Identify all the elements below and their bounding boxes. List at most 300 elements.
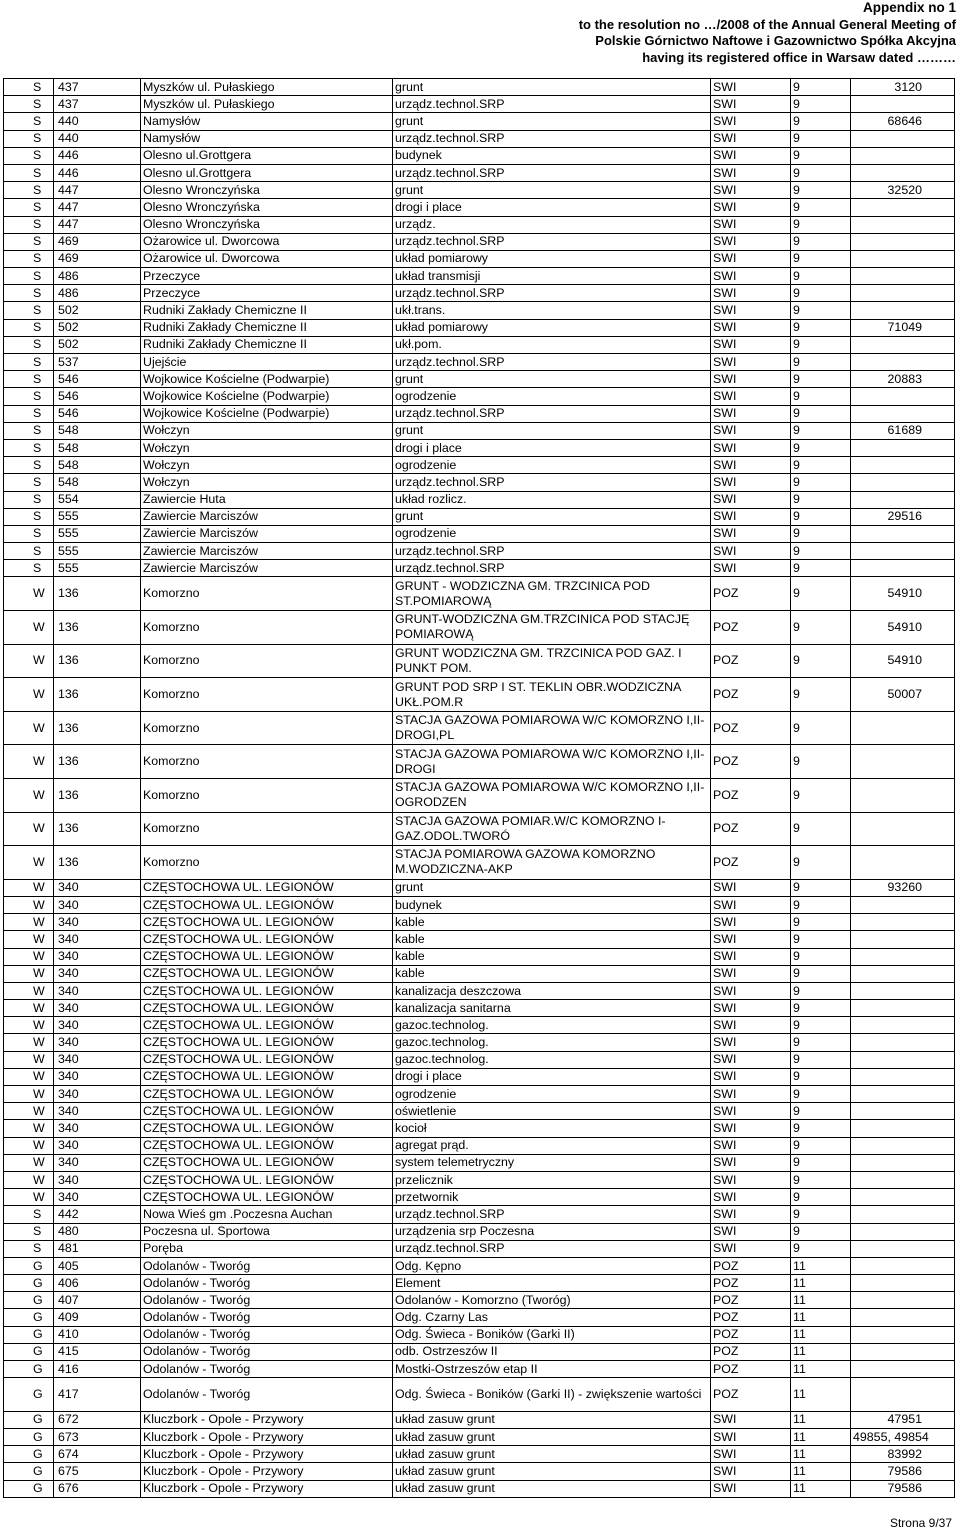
unit-number-cell: 555 (54, 508, 141, 525)
group-code-cell: 11 (791, 1480, 851, 1497)
table-row (4, 1309, 955, 1326)
branch-code-cell: POZ (711, 779, 791, 813)
region-cell: S (4, 1223, 54, 1240)
table-row (4, 216, 955, 233)
region-cell: W (4, 711, 54, 745)
region-cell: S (4, 543, 54, 560)
location-cell: Przeczyce (141, 285, 393, 302)
asset-description-cell: ukł.pom. (393, 336, 711, 353)
plot-number-cell: 47951 (851, 1411, 955, 1428)
region-cell: W (4, 1154, 54, 1171)
unit-number-cell: 136 (54, 678, 141, 712)
branch-code-cell: SWI (711, 525, 791, 542)
unit-number-cell: 502 (54, 319, 141, 336)
branch-code-cell: SWI (711, 268, 791, 285)
unit-number-cell: 416 (54, 1361, 141, 1378)
group-code-cell: 9 (791, 879, 851, 896)
table-row (4, 1480, 955, 1497)
asset-description-cell: układ zasuw grunt (393, 1480, 711, 1497)
region-cell: W (4, 948, 54, 965)
region-cell: S (4, 130, 54, 147)
region-cell: G (4, 1343, 54, 1360)
branch-code-cell: SWI (711, 508, 791, 525)
region-cell: G (4, 1309, 54, 1326)
plot-number-cell (851, 711, 955, 745)
asset-description-cell: kable (393, 965, 711, 982)
group-code-cell: 9 (791, 914, 851, 931)
branch-code-cell: SWI (711, 560, 791, 577)
group-code-cell: 9 (791, 525, 851, 542)
asset-description-cell: układ zasuw grunt (393, 1463, 711, 1480)
asset-description-cell: kable (393, 931, 711, 948)
group-code-cell: 9 (791, 96, 851, 113)
group-code-cell: 11 (791, 1411, 851, 1428)
asset-description-cell: GRUNT WODZICZNA GM. TRZCINICA POD GAZ. I PUNKT POM. (393, 644, 711, 678)
table-row (4, 388, 955, 405)
asset-description-cell: urządz.technol.SRP (393, 474, 711, 491)
asset-description-cell: budynek (393, 147, 711, 164)
table-row (4, 644, 955, 678)
group-code-cell: 9 (791, 336, 851, 353)
plot-number-cell (851, 948, 955, 965)
table-row (4, 457, 955, 474)
location-cell: Odolanów - Tworóg (141, 1361, 393, 1378)
asset-description-cell: grunt (393, 113, 711, 130)
branch-code-cell: SWI (711, 96, 791, 113)
location-cell: Ujejście (141, 354, 393, 371)
table-row (4, 1051, 955, 1068)
branch-code-cell: POZ (711, 745, 791, 779)
branch-code-cell: POZ (711, 1378, 791, 1412)
asset-description-cell: GRUNT POD SRP I ST. TEKLIN OBR.WODZICZNA UKŁ.POM.R (393, 678, 711, 712)
plot-number-cell (851, 560, 955, 577)
region-cell: W (4, 914, 54, 931)
group-code-cell: 9 (791, 644, 851, 678)
location-cell: Odolanów - Tworóg (141, 1326, 393, 1343)
branch-code-cell: POZ (711, 678, 791, 712)
asset-description-cell: Odg. Świeca - Boników (Garki II) - zwiększenie wartości (393, 1378, 711, 1412)
unit-number-cell: 469 (54, 250, 141, 267)
asset-description-cell: agregat prąd. (393, 1137, 711, 1154)
plot-number-cell: 79586 (851, 1463, 955, 1480)
branch-code-cell: POZ (711, 812, 791, 846)
plot-number-cell (851, 354, 955, 371)
region-cell: S (4, 113, 54, 130)
unit-number-cell: 340 (54, 1120, 141, 1137)
branch-code-cell: SWI (711, 1120, 791, 1137)
location-cell: CZĘSTOCHOWA UL. LEGIONÓW (141, 1171, 393, 1188)
unit-number-cell: 415 (54, 1343, 141, 1360)
group-code-cell: 9 (791, 1171, 851, 1188)
location-cell: Nowa Wieś gm .Poczesna Auchan (141, 1206, 393, 1223)
location-cell: Odolanów - Tworóg (141, 1275, 393, 1292)
location-cell: Kluczbork - Opole - Przywory (141, 1446, 393, 1463)
branch-code-cell: SWI (711, 1480, 791, 1497)
region-cell: W (4, 1120, 54, 1137)
table-row (4, 1275, 955, 1292)
group-code-cell: 9 (791, 113, 851, 130)
asset-description-cell: Odolanów - Komorzno (Tworóg) (393, 1292, 711, 1309)
region-cell: W (4, 1103, 54, 1120)
group-code-cell: 9 (791, 1120, 851, 1137)
table-row (4, 982, 955, 999)
table-row (4, 1154, 955, 1171)
branch-code-cell: SWI (711, 982, 791, 999)
asset-description-cell: STACJA GAZOWA POMIAROWA W/C KOMORZNO I,II-DROGI,PL (393, 711, 711, 745)
group-code-cell: 9 (791, 371, 851, 388)
location-cell: Olesno Wronczyńska (141, 216, 393, 233)
asset-description-cell: drogi i place (393, 1068, 711, 1085)
table-row (4, 1411, 955, 1428)
asset-description-cell: system telemetryczny (393, 1154, 711, 1171)
unit-number-cell: 446 (54, 147, 141, 164)
branch-code-cell: SWI (711, 1463, 791, 1480)
location-cell: CZĘSTOCHOWA UL. LEGIONÓW (141, 931, 393, 948)
location-cell: Odolanów - Tworóg (141, 1343, 393, 1360)
plot-number-cell (851, 1309, 955, 1326)
asset-description-cell: układ zasuw grunt (393, 1411, 711, 1428)
location-cell: Ożarowice ul. Dworcowa (141, 233, 393, 250)
location-cell: Wojkowice Kościelne (Podwarpie) (141, 371, 393, 388)
table-row (4, 285, 955, 302)
location-cell: Komorzno (141, 812, 393, 846)
region-cell: W (4, 577, 54, 611)
plot-number-cell (851, 199, 955, 216)
plot-number-cell (851, 1361, 955, 1378)
location-cell: Namysłów (141, 113, 393, 130)
location-cell: Poczesna ul. Sportowa (141, 1223, 393, 1240)
branch-code-cell: SWI (711, 1017, 791, 1034)
table-row (4, 779, 955, 813)
table-row (4, 1189, 955, 1206)
group-code-cell: 9 (791, 491, 851, 508)
unit-number-cell: 548 (54, 457, 141, 474)
unit-number-cell: 673 (54, 1429, 141, 1446)
location-cell: Odolanów - Tworóg (141, 1309, 393, 1326)
group-code-cell: 9 (791, 846, 851, 880)
appendix-header (579, 0, 956, 66)
asset-description-cell: ukł.trans. (393, 302, 711, 319)
asset-description-cell: grunt (393, 508, 711, 525)
branch-code-cell: SWI (711, 457, 791, 474)
asset-description-cell: kanalizacja sanitarna (393, 1000, 711, 1017)
asset-description-cell: STACJA GAZOWA POMIAR.W/C KOMORZNO I-GAZ.ODOL.TWORÓ (393, 812, 711, 846)
group-code-cell: 9 (791, 812, 851, 846)
plot-number-cell: 54910 (851, 644, 955, 678)
branch-code-cell: SWI (711, 405, 791, 422)
plot-number-cell (851, 1240, 955, 1257)
asset-description-cell: ogrodzenie (393, 525, 711, 542)
branch-code-cell: SWI (711, 491, 791, 508)
group-code-cell: 9 (791, 611, 851, 645)
unit-number-cell: 407 (54, 1292, 141, 1309)
plot-number-cell (851, 268, 955, 285)
plot-number-cell (851, 216, 955, 233)
table-row (4, 79, 955, 96)
branch-code-cell: POZ (711, 1361, 791, 1378)
group-code-cell: 9 (791, 1240, 851, 1257)
table-row (4, 1137, 955, 1154)
region-cell: S (4, 422, 54, 439)
plot-number-cell (851, 1275, 955, 1292)
asset-description-cell: przelicznik (393, 1171, 711, 1188)
location-cell: Rudniki Zakłady Chemiczne II (141, 319, 393, 336)
region-cell: S (4, 491, 54, 508)
asset-description-cell: oświetlenie (393, 1103, 711, 1120)
unit-number-cell: 537 (54, 354, 141, 371)
plot-number-cell (851, 147, 955, 164)
unit-number-cell: 437 (54, 96, 141, 113)
unit-number-cell: 672 (54, 1411, 141, 1428)
region-cell: S (4, 439, 54, 456)
region-cell: G (4, 1361, 54, 1378)
plot-number-cell (851, 1086, 955, 1103)
asset-description-cell: urządz.technol.SRP (393, 130, 711, 147)
location-cell: Rudniki Zakłady Chemiczne II (141, 336, 393, 353)
branch-code-cell: SWI (711, 879, 791, 896)
branch-code-cell: SWI (711, 1137, 791, 1154)
unit-number-cell: 486 (54, 268, 141, 285)
region-cell: S (4, 79, 54, 96)
location-cell: CZĘSTOCHOWA UL. LEGIONÓW (141, 1034, 393, 1051)
region-cell: W (4, 745, 54, 779)
table-row (4, 611, 955, 645)
unit-number-cell: 554 (54, 491, 141, 508)
unit-number-cell: 486 (54, 285, 141, 302)
group-code-cell: 9 (791, 896, 851, 913)
plot-number-cell (851, 439, 955, 456)
unit-number-cell: 340 (54, 1086, 141, 1103)
region-cell: G (4, 1480, 54, 1497)
table-row (4, 1103, 955, 1120)
table-row (4, 336, 955, 353)
branch-code-cell: SWI (711, 1429, 791, 1446)
region-cell: W (4, 931, 54, 948)
location-cell: Komorzno (141, 846, 393, 880)
location-cell: CZĘSTOCHOWA UL. LEGIONÓW (141, 914, 393, 931)
plot-number-cell (851, 285, 955, 302)
unit-number-cell: 555 (54, 543, 141, 560)
region-cell: S (4, 508, 54, 525)
table-row (4, 474, 955, 491)
unit-number-cell: 440 (54, 130, 141, 147)
asset-description-cell: Odg. Czarny Las (393, 1309, 711, 1326)
location-cell: CZĘSTOCHOWA UL. LEGIONÓW (141, 1017, 393, 1034)
group-code-cell: 11 (791, 1361, 851, 1378)
region-cell: S (4, 336, 54, 353)
unit-number-cell: 340 (54, 1171, 141, 1188)
branch-code-cell: SWI (711, 371, 791, 388)
unit-number-cell: 340 (54, 1051, 141, 1068)
region-cell: S (4, 96, 54, 113)
table-row (4, 543, 955, 560)
plot-number-cell: 68646 (851, 113, 955, 130)
group-code-cell: 9 (791, 560, 851, 577)
unit-number-cell: 136 (54, 779, 141, 813)
group-code-cell: 11 (791, 1292, 851, 1309)
region-cell: S (4, 1206, 54, 1223)
branch-code-cell: SWI (711, 354, 791, 371)
location-cell: CZĘSTOCHOWA UL. LEGIONÓW (141, 982, 393, 999)
table-row (4, 1361, 955, 1378)
unit-number-cell: 469 (54, 233, 141, 250)
region-cell: S (4, 147, 54, 164)
location-cell: Komorzno (141, 745, 393, 779)
table-row (4, 1223, 955, 1240)
asset-description-cell: grunt (393, 79, 711, 96)
location-cell: Wołczyn (141, 457, 393, 474)
unit-number-cell: 406 (54, 1275, 141, 1292)
group-code-cell: 9 (791, 1189, 851, 1206)
plot-number-cell (851, 1326, 955, 1343)
location-cell: CZĘSTOCHOWA UL. LEGIONÓW (141, 948, 393, 965)
group-code-cell: 9 (791, 250, 851, 267)
branch-code-cell: SWI (711, 199, 791, 216)
group-code-cell: 9 (791, 1068, 851, 1085)
location-cell: Komorzno (141, 644, 393, 678)
asset-description-cell: urządz.technol.SRP (393, 164, 711, 181)
region-cell: W (4, 611, 54, 645)
asset-description-cell: ogrodzenie (393, 1086, 711, 1103)
location-cell: CZĘSTOCHOWA UL. LEGIONÓW (141, 1051, 393, 1068)
unit-number-cell: 405 (54, 1257, 141, 1274)
region-cell: S (4, 319, 54, 336)
location-cell: Wojkowice Kościelne (Podwarpie) (141, 405, 393, 422)
location-cell: Olesno Wronczyńska (141, 182, 393, 199)
group-code-cell: 9 (791, 1103, 851, 1120)
asset-description-cell: grunt (393, 182, 711, 199)
location-cell: Zawiercie Huta (141, 491, 393, 508)
branch-code-cell: SWI (711, 250, 791, 267)
location-cell: CZĘSTOCHOWA UL. LEGIONÓW (141, 1086, 393, 1103)
plot-number-cell (851, 405, 955, 422)
branch-code-cell: SWI (711, 1086, 791, 1103)
branch-code-cell: SWI (711, 931, 791, 948)
asset-description-cell: urządz. (393, 216, 711, 233)
plot-number-cell (851, 1292, 955, 1309)
branch-code-cell: SWI (711, 914, 791, 931)
location-cell: CZĘSTOCHOWA UL. LEGIONÓW (141, 1137, 393, 1154)
group-code-cell: 9 (791, 182, 851, 199)
plot-number-cell (851, 1120, 955, 1137)
branch-code-cell: SWI (711, 113, 791, 130)
table-row (4, 1429, 955, 1446)
asset-description-cell: urządz.technol.SRP (393, 233, 711, 250)
unit-number-cell: 674 (54, 1446, 141, 1463)
plot-number-cell: 93260 (851, 879, 955, 896)
asset-description-cell: ogrodzenie (393, 388, 711, 405)
company-line: Polskie Górnictwo Naftowe i Gazownictwo Spółka Akcyjna (595, 33, 956, 48)
branch-code-cell: SWI (711, 896, 791, 913)
location-cell: Wołczyn (141, 422, 393, 439)
group-code-cell: 9 (791, 79, 851, 96)
asset-description-cell: grunt (393, 422, 711, 439)
unit-number-cell: 340 (54, 1017, 141, 1034)
unit-number-cell: 409 (54, 1309, 141, 1326)
location-cell: Odolanów - Tworóg (141, 1257, 393, 1274)
table-row (4, 879, 955, 896)
table-row (4, 965, 955, 982)
location-cell: Komorzno (141, 779, 393, 813)
asset-description-cell: urządz.technol.SRP (393, 354, 711, 371)
table-row (4, 711, 955, 745)
asset-description-cell: przetwornik (393, 1189, 711, 1206)
group-code-cell: 9 (791, 147, 851, 164)
group-code-cell: 9 (791, 1051, 851, 1068)
region-cell: W (4, 1137, 54, 1154)
group-code-cell: 11 (791, 1343, 851, 1360)
region-cell: S (4, 388, 54, 405)
unit-number-cell: 481 (54, 1240, 141, 1257)
table-row (4, 812, 955, 846)
plot-number-cell (851, 914, 955, 931)
branch-code-cell: POZ (711, 1343, 791, 1360)
location-cell: Komorzno (141, 711, 393, 745)
unit-number-cell: 340 (54, 1034, 141, 1051)
unit-number-cell: 502 (54, 302, 141, 319)
asset-description-cell: kable (393, 914, 711, 931)
group-code-cell: 9 (791, 439, 851, 456)
location-cell: Rudniki Zakłady Chemiczne II (141, 302, 393, 319)
table-row (4, 1206, 955, 1223)
plot-number-cell (851, 1034, 955, 1051)
table-row (4, 130, 955, 147)
table-row (4, 560, 955, 577)
plot-number-cell (851, 457, 955, 474)
unit-number-cell: 340 (54, 914, 141, 931)
region-cell: W (4, 1051, 54, 1068)
table-row (4, 439, 955, 456)
plot-number-cell: 20883 (851, 371, 955, 388)
region-cell: G (4, 1292, 54, 1309)
region-cell: W (4, 1034, 54, 1051)
region-cell: W (4, 1068, 54, 1085)
group-code-cell: 11 (791, 1378, 851, 1412)
location-cell: Ożarowice ul. Dworcowa (141, 250, 393, 267)
branch-code-cell: SWI (711, 422, 791, 439)
group-code-cell: 11 (791, 1446, 851, 1463)
group-code-cell: 9 (791, 982, 851, 999)
table-row (4, 1000, 955, 1017)
asset-description-cell: ogrodzenie (393, 457, 711, 474)
plot-number-cell (851, 1154, 955, 1171)
group-code-cell: 9 (791, 422, 851, 439)
plot-number-cell (851, 1378, 955, 1412)
group-code-cell: 9 (791, 577, 851, 611)
location-cell: CZĘSTOCHOWA UL. LEGIONÓW (141, 1000, 393, 1017)
group-code-cell: 9 (791, 1223, 851, 1240)
table-row (4, 422, 955, 439)
plot-number-cell (851, 1171, 955, 1188)
plot-number-cell (851, 1206, 955, 1223)
branch-code-cell: SWI (711, 1189, 791, 1206)
location-cell: Kluczbork - Opole - Przywory (141, 1411, 393, 1428)
plot-number-cell (851, 896, 955, 913)
group-code-cell: 9 (791, 931, 851, 948)
plot-number-cell (851, 1103, 955, 1120)
table-row (4, 1326, 955, 1343)
unit-number-cell: 447 (54, 199, 141, 216)
location-cell: Wojkowice Kościelne (Podwarpie) (141, 388, 393, 405)
asset-description-cell: układ zasuw grunt (393, 1429, 711, 1446)
region-cell: S (4, 285, 54, 302)
branch-code-cell: POZ (711, 611, 791, 645)
region-cell: W (4, 1086, 54, 1103)
unit-number-cell: 546 (54, 371, 141, 388)
location-cell: Olesno ul.Grottgera (141, 164, 393, 181)
branch-code-cell: POZ (711, 1257, 791, 1274)
table-row (4, 491, 955, 508)
